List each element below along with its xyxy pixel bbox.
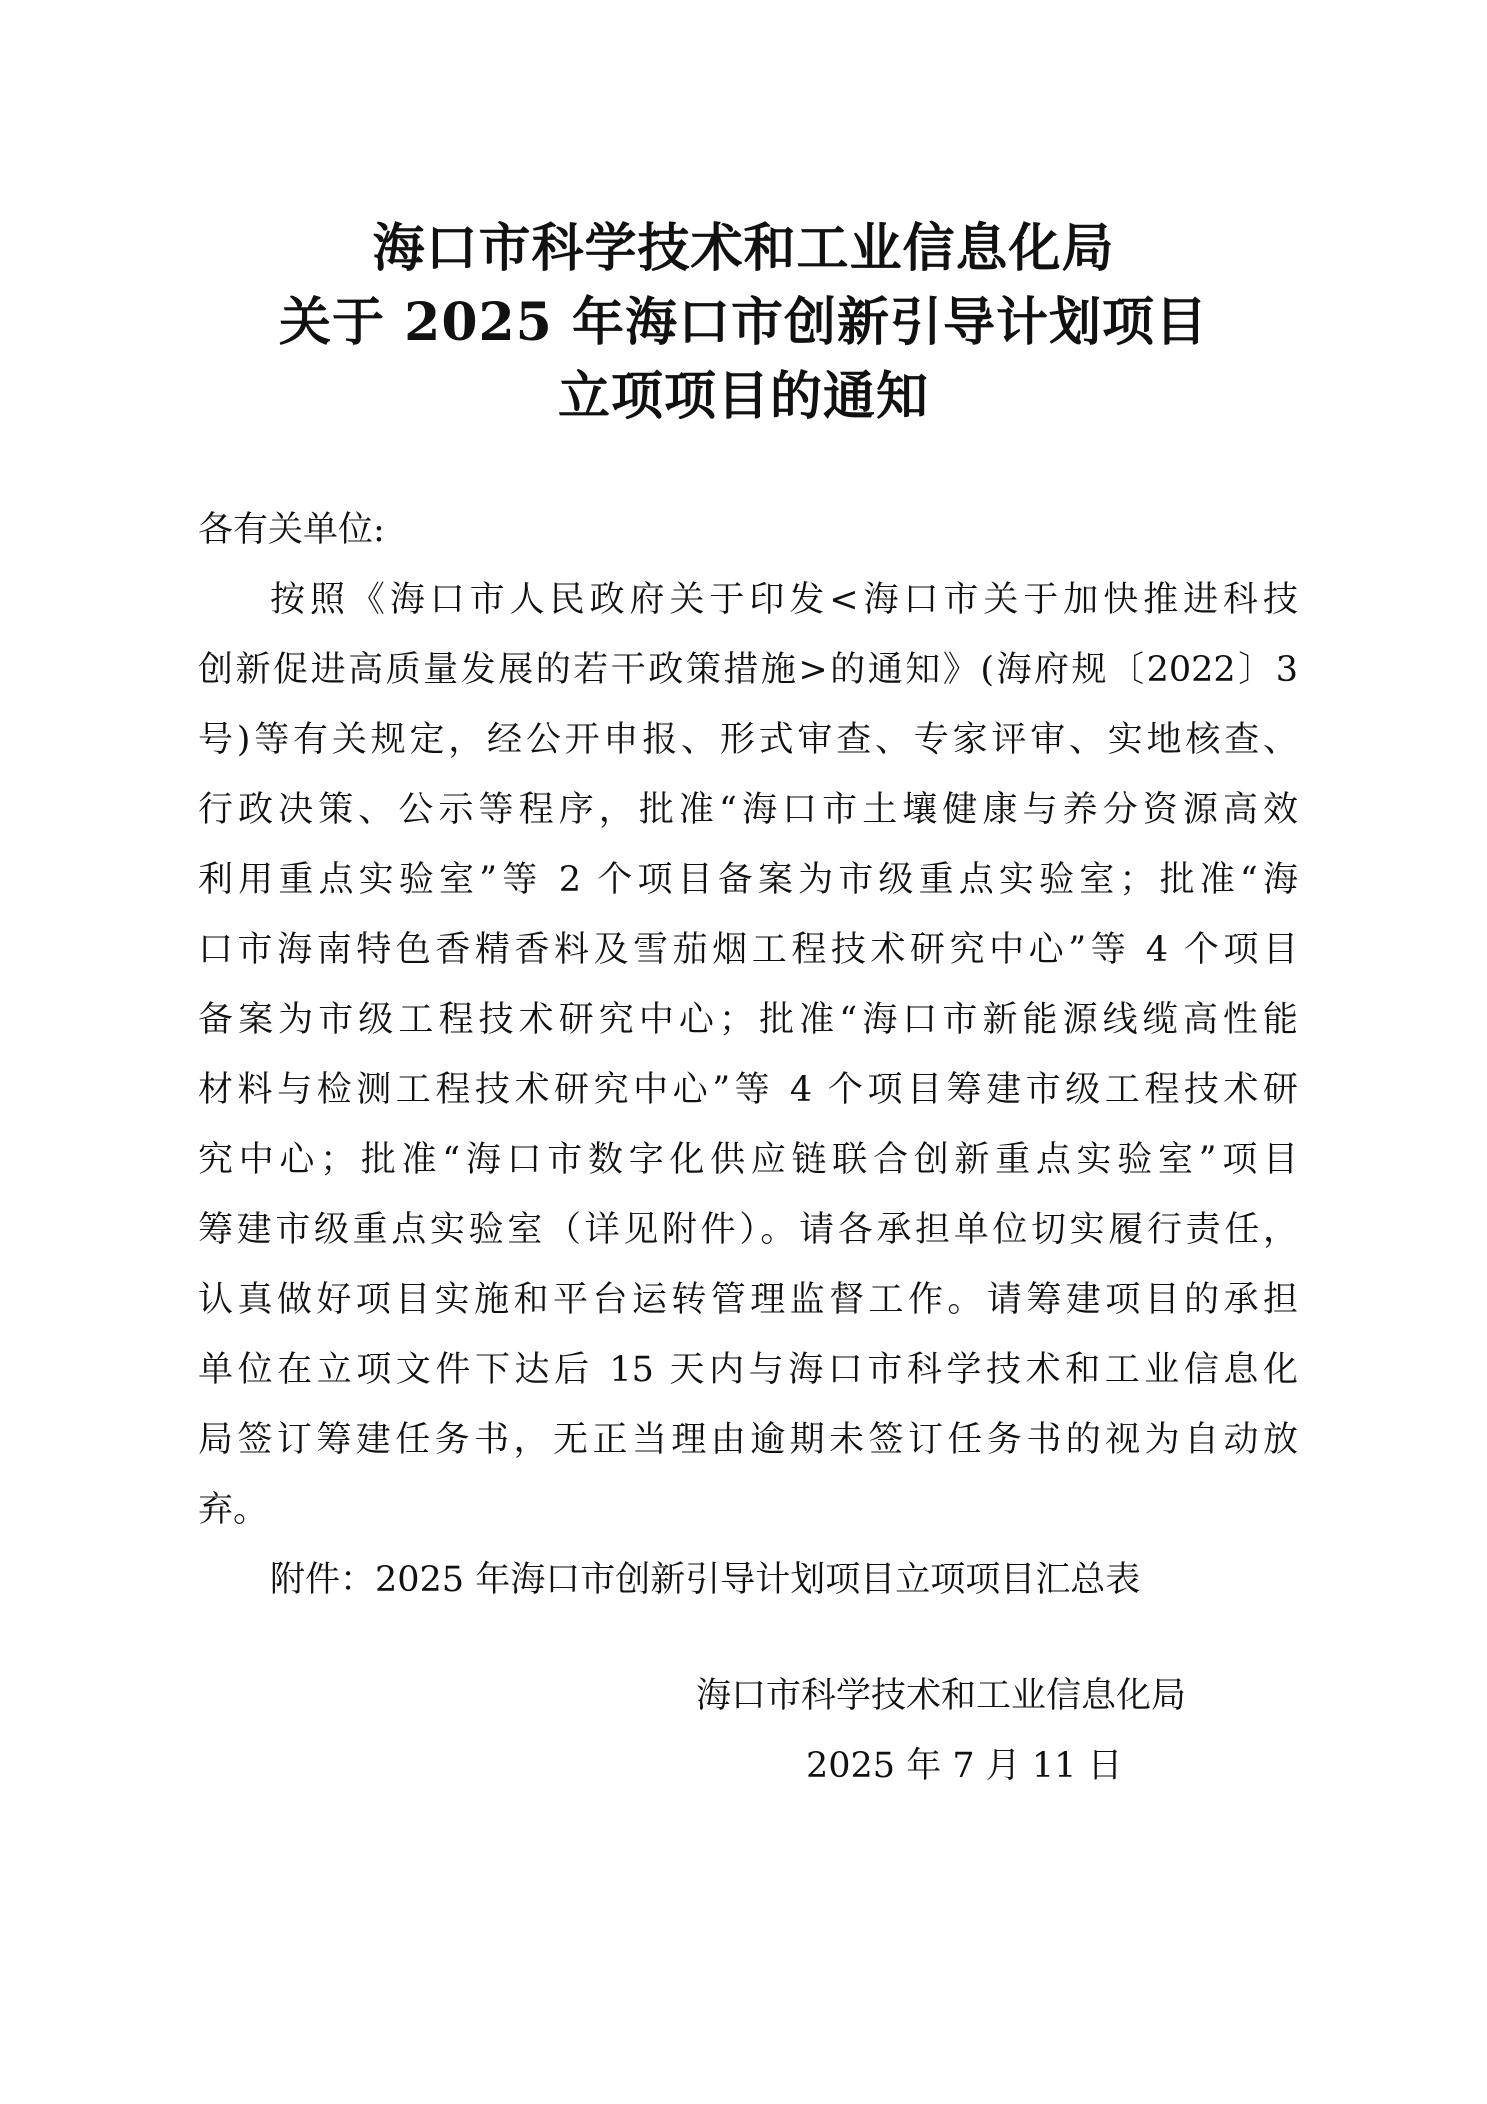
body-line: 按照《海口市人民政府关于印发<海口市关于加快推进科技	[270, 580, 1298, 620]
document-title-line-1: 海口市科学技术和工业信息化局	[372, 218, 1115, 279]
signature-date: 2025 年 7 月 11 日	[806, 1746, 1123, 1786]
body-line: 备案为市级工程技术研究中心；批准“海口市新能源线缆高性能	[198, 1000, 1298, 1040]
salutation: 各有关单位:	[198, 510, 385, 550]
body-line: 单位在立项文件下达后 15 天内与海口市科学技术和工业信息化	[198, 1350, 1298, 1390]
document-title-line-2: 关于 2025 年海口市创新引导计划项目	[279, 292, 1208, 353]
signature-organization: 海口市科学技术和工业信息化局	[696, 1676, 1187, 1716]
body-line: 行政决策、公示等程序，批准“海口市土壤健康与养分资源高效	[198, 790, 1298, 830]
body-line: 号)等有关规定，经公开申报、形式审查、专家评审、实地核查、	[198, 720, 1298, 760]
body-line: 利用重点实验室”等 2 个项目备案为市级重点实验室；批准“海	[198, 860, 1298, 900]
document-title-line-3: 立项项目的通知	[557, 366, 929, 427]
body-line: 究中心；批准“海口市数字化供应链联合创新重点实验室”项目	[198, 1140, 1298, 1180]
body-line: 认真做好项目实施和平台运转管理监督工作。请筹建项目的承担	[198, 1280, 1298, 1320]
body-line: 口市海南特色香精香料及雪茄烟工程技术研究中心”等 4 个项目	[198, 930, 1298, 970]
body-line: 筹建市级重点实验室（详见附件）。请各承担单位切实履行责任，	[198, 1210, 1298, 1250]
body-line: 创新促进高质量发展的若干政策措施>的通知》(海府规〔2022〕3	[198, 650, 1298, 690]
body-line: 局签订筹建任务书，无正当理由逾期未签订任务书的视为自动放	[198, 1420, 1298, 1460]
attachment-note: 附件：2025 年海口市创新引导计划项目立项项目汇总表	[270, 1560, 1141, 1600]
body-line: 材料与检测工程技术研究中心”等 4 个项目筹建市级工程技术研	[198, 1070, 1298, 1110]
body-line-last: 弃。	[198, 1490, 269, 1530]
